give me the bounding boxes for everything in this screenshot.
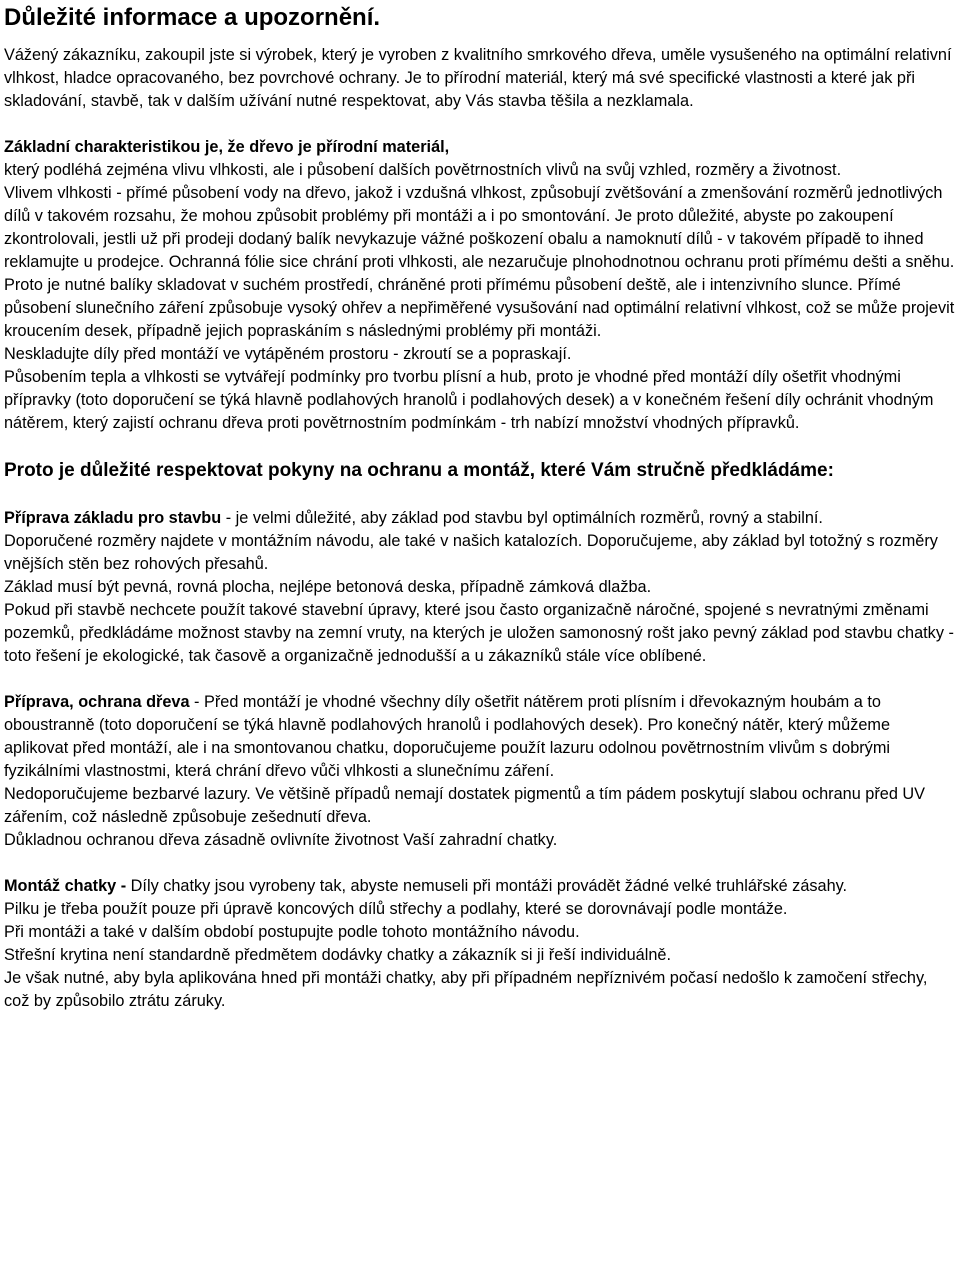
wood-protection-text: - Před montáží je vhodné všechny díly ošetřit nátěrem proti plísním i dřevokazným houbám a to oboustranně (toto doporučení se týká hlavně podlahových hranolů i podlahových desek). Pro konečný nátěr, který můžeme aplikovat před montáží, ale i na smontovanou chatku, doporučujeme použít lazuru odolnou povětrnostním vlivům s dobrými fyzikálními vlastnostmi, která chrání dřevo vůči vlhkosti a slunečnímu záření. (4, 693, 891, 780)
characteristics-line: Působením tepla a vlhkosti se vytvářejí podmínky pro tvorbu plísní a hub, proto je vhodné před montáží díly ošetřit vhodnými přípravky (toto doporučení se týká hlavně podlahových hranolů i podlahových desek) a v konečném řešení díly ochránit vhodným nátěrem, který zajistí ochranu dřeva proti povětrnostním podmínkám - trh nabízí množství vhodných přípravků. (4, 368, 934, 432)
characteristics-line: který podléhá zejména vlivu vlhkosti, ale i působení dalších povětrnostních vlivů na svůj vzhled, rozměry a životnost. (4, 161, 842, 179)
characteristics-heading (4, 136, 956, 159)
foundation-lead: Příprava základu pro stavbu (4, 509, 222, 527)
wood-protection-line: Nedoporučujeme bezbarvé lazury. Ve většině případů nemají dostatek pigmentů a tím pádem poskytují slabou ochranu před UV zářením, což následně způsobuje zešednutí dřeva. (4, 785, 926, 826)
assembly-line: Pilku je třeba použít pouze při úpravě koncových dílů střechy a podlahy, které se dorovnávají podle montáže. (4, 900, 788, 918)
assembly-line: Při montáži a také v dalším období postupujte podle tohoto montážního návodu. (4, 923, 580, 941)
instructions-heading: Proto je důležité respektovat pokyny na ochranu a montáž, které Vám stručně předkládáme: (4, 460, 834, 481)
foundation-paragraph (4, 507, 956, 530)
characteristics-line: Proto je nutné balíky skladovat v suchém prostředí, chráněné proti přímému působení deště, ale i intenzivního slunce. Přímé působení slunečního záření způsobuje vysoký ohřev a nepřiměřené vysušování nad optimální relativní vlhkost, což se může projevit kroucením desek, případně jejich popraskáním s následnými problémy při montáži. (4, 276, 955, 340)
wood-protection-line: Důkladnou ochranou dřeva zásadně ovlivníte životnost Vaší zahradní chatky. (4, 831, 558, 849)
intro-paragraph: Vážený zákazníku, zakoupil jste si výrobek, který je vyroben z kvalitního smrkového dřeva, uměle vysušeného na optimální relativní vlhkost, hladce opracovaného, bez povrchové ochrany. Je to přírodní materiál, který má své specifické vlastnosti a které jak při skladování, stavbě, tak v dalším užívání nutné respektovat, aby Vás stavba těšila a nezklamala. (4, 46, 952, 110)
assembly-paragraph (4, 875, 956, 898)
wood-protection-lead: Příprava, ochrana dřeva (4, 693, 190, 711)
foundation-line: Doporučené rozměry najdete v montážním návodu, ale také v našich katalozích. Doporučujeme, aby základ byl totožný s rozměry vnějších stěn bez rohových přesahů. (4, 532, 938, 573)
foundation-line: Pokud při stavbě nechcete použít takové stavební úpravy, které jsou často organizačně náročné, spojené s nevratnými změnami pozemků, předkládáme možnost stavby na zemní vruty, na kterých je uložen samonosný rošt jako pevný základ pod stavbu chatky - toto řešení je ekologické, tak časově a organizačně jednodušší a u zákazníků stále více oblíbené. (4, 601, 954, 665)
assembly-line: Střešní krytina není standardně předmětem dodávky chatky a zákazník si ji řeší individuálně. (4, 946, 671, 964)
assembly-text: Díly chatky jsou vyrobeny tak, abyste nemuseli při montáži provádět žádné velké truhlářské zásahy. (126, 877, 848, 895)
foundation-line: Základ musí být pevná, rovná plocha, nejlépe betonová deska, případně zámková dlažba. (4, 578, 652, 596)
characteristics-line: Neskladujte díly před montáží ve vytápěném prostoru - zkroutí se a popraskají. (4, 345, 572, 363)
characteristics-line: Vlivem vlhkosti - přímé působení vody na dřevo, jakož i vzdušná vlhkost, způsobují zvětšování a zmenšování rozměrů jednotlivých dílů v takovém rozsahu, že mohou způsobit problémy při montáži a i po smontování. Je proto důležité, abyste po zakoupení zkontrolovali, jestli už při prodeji dodaný balík nevykazuje vážné poškození obalu a namoknutí dílů - v takovém případě to ihned reklamujte u prodejce. Ochranná fólie sice chrání proti vlhkosti, ale nezaručuje plnohodnotnou ochranu proti přímému dešti a sněhu. (4, 184, 955, 271)
page-title: Důležité informace a upozornění. (4, 4, 381, 31)
characteristics-heading-text: Základní charakteristikou je, že dřevo je přírodní materiál, (4, 138, 450, 156)
wood-protection-paragraph (4, 691, 956, 783)
assembly-lead: Montáž chatky - (4, 877, 127, 895)
assembly-line: Je však nutné, aby byla aplikována hned při montáži chatky, aby při případném nepříznivém počasí nedošlo k zamočení střechy, což by způsobilo ztrátu záruky. (4, 969, 928, 1010)
foundation-text: - je velmi důležité, aby základ pod stavbu byl optimálních rozměrů, rovný a stabilní. (221, 509, 823, 527)
